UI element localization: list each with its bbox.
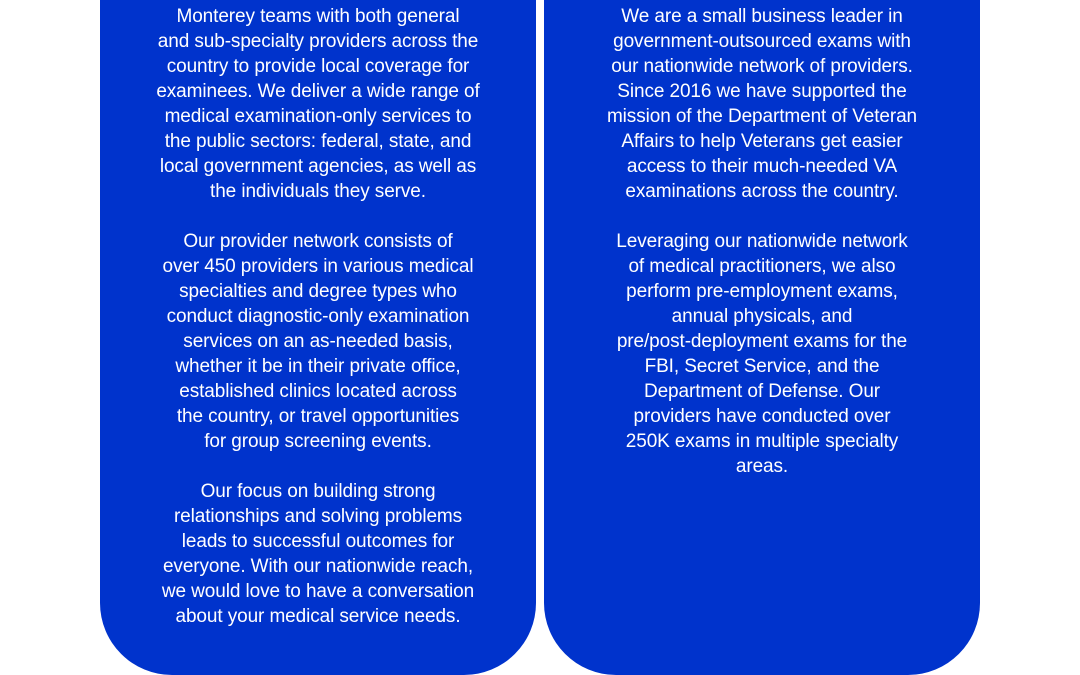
text-line: specialties and degree types who — [179, 281, 457, 302]
text-line: our nationwide network of providers. — [611, 56, 913, 77]
text-line: the individuals they serve. — [210, 181, 426, 202]
text-line: Department of Defense. Our — [643, 381, 881, 402]
text-line: country to provide local coverage for — [166, 56, 470, 77]
text-line: conduct diagnostic-only examination — [166, 306, 470, 327]
text-line: FBI, Secret Service, and the — [644, 356, 880, 377]
text-line: services on an as-needed basis, — [183, 331, 453, 352]
text-line: local government agencies, as well as — [159, 156, 477, 177]
text-line: government-outsourced exams with — [613, 31, 911, 52]
text-line: relationships and solving problems — [173, 506, 463, 527]
text-line: examinations across the country. — [625, 181, 899, 202]
text-line: areas. — [735, 456, 789, 477]
text-line: medical examination-only services to — [164, 106, 472, 127]
text-line: Affairs to help Veterans get easier — [621, 131, 903, 152]
text-line: established clinics located across — [179, 381, 457, 402]
text-line: Our provider network consists of — [183, 231, 453, 252]
text-line: Since 2016 we have supported the — [617, 81, 907, 102]
text-line: and sub-specialty providers across the — [157, 31, 479, 52]
left-paragraph-1 — [146, 4, 490, 204]
text-line: annual physicals, and — [671, 306, 853, 327]
text-line: providers have conducted over — [633, 406, 891, 427]
text-line: perform pre-employment exams, — [626, 281, 898, 302]
text-line: the country, or travel opportunities — [176, 406, 460, 427]
right-paragraph-2 — [594, 229, 930, 479]
text-line: We are a small business leader in — [621, 6, 903, 27]
text-line: Our focus on building strong — [200, 481, 436, 502]
left-info-panel — [100, 0, 536, 675]
text-line: mission of the Department of Veteran — [606, 106, 918, 127]
left-paragraph-2 — [146, 229, 490, 454]
text-line: over 450 providers in various medical — [162, 256, 474, 277]
text-line: 250K exams in multiple specialty — [625, 431, 899, 452]
right-paragraph-1 — [594, 4, 930, 204]
text-line: for group screening events. — [204, 431, 432, 452]
text-line: we would love to have a conversation — [161, 581, 475, 602]
text-line: examinees. We deliver a wide range of — [156, 81, 480, 102]
left-paragraph-3 — [146, 479, 490, 629]
text-line: about your medical service needs. — [175, 606, 461, 627]
text-line: pre/post-deployment exams for the — [616, 331, 908, 352]
text-line: the public sectors: federal, state, and — [164, 131, 472, 152]
text-line: everyone. With our nationwide reach, — [162, 556, 474, 577]
text-line: Leveraging our nationwide network — [616, 231, 908, 252]
text-line: of medical practitioners, we also — [628, 256, 896, 277]
right-info-panel — [544, 0, 980, 675]
text-line: Monterey teams with both general — [176, 6, 460, 27]
text-line: leads to successful outcomes for — [181, 531, 455, 552]
text-line: access to their much-needed VA — [626, 156, 898, 177]
text-line: whether it be in their private office, — [175, 356, 461, 377]
